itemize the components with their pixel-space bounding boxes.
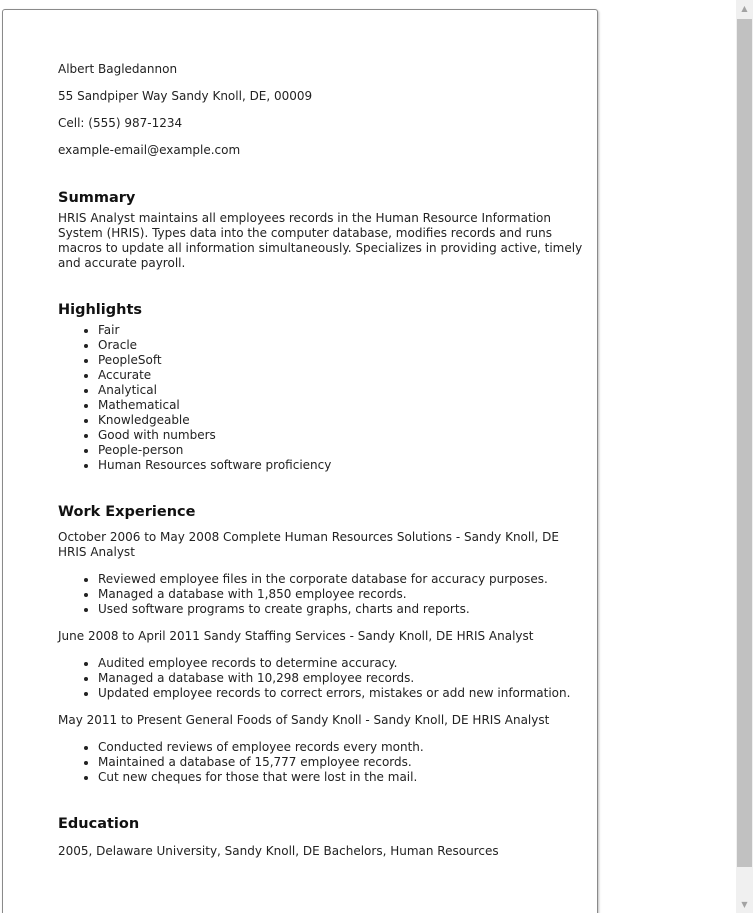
summary-section (58, 191, 588, 271)
list-item: • People-person (98, 443, 588, 458)
highlights-section (58, 303, 588, 473)
education-text: 2005, Delaware University, Sandy Knoll, DE Bachelors, Human Resources (58, 844, 499, 858)
highlights-list (58, 323, 588, 473)
education-section (58, 817, 588, 859)
work-experience-heading: Work Experience (58, 504, 196, 520)
list-item: • PeopleSoft (98, 353, 588, 368)
contact-email: example-email@example.com (58, 143, 241, 157)
education-heading: Education (58, 816, 140, 832)
list-item: • Good with numbers (98, 428, 588, 443)
list-item: • Reviewed employee files in the corporate database for accuracy purposes. (98, 572, 588, 587)
list-item: • Used software programs to create graphs, charts and reports. (98, 602, 588, 617)
scrollbar-thumb[interactable] (737, 19, 752, 867)
contact-phone: Cell: (555) 987-1234 (58, 116, 183, 130)
scroll-down-arrow-icon[interactable]: ▼ (736, 896, 753, 913)
highlights-heading: Highlights (58, 302, 143, 318)
list-item: • Fair (98, 323, 588, 338)
list-item: • Audited employee records to determine accuracy. (98, 656, 588, 671)
contact-block (58, 62, 588, 158)
list-item: • Conducted reviews of employee records every month. (98, 740, 588, 755)
vertical-scrollbar[interactable] (736, 0, 753, 913)
job-header: October 2006 to May 2008 Complete Human Resources Solutions - Sandy Knoll, DE HRIS Analyst (58, 530, 560, 559)
work-experience-section (58, 505, 588, 785)
resume-page (2, 9, 598, 913)
summary-heading: Summary (58, 190, 136, 206)
list-item: • Human Resources software proficiency (98, 458, 588, 473)
summary-text: HRIS Analyst maintains all employees records in the Human Resource Information System (HRIS). Types data into the computer database, modifies records and runs macros to update all information simultaneously. Specializes in providing active, timely and accurate payroll. (58, 211, 583, 270)
list-item: • Accurate (98, 368, 588, 383)
job-duties-list (58, 740, 588, 785)
list-item: • Maintained a database of 15,777 employee records. (98, 755, 588, 770)
job-duties-list (58, 572, 588, 617)
list-item: • Analytical (98, 383, 588, 398)
job-duties-list (58, 656, 588, 701)
list-item: • Oracle (98, 338, 588, 353)
list-item: • Mathematical (98, 398, 588, 413)
job-header: June 2008 to April 2011 Sandy Staffing Services - Sandy Knoll, DE HRIS Analyst (58, 629, 534, 643)
list-item: • Cut new cheques for those that were lost in the mail. (98, 770, 588, 785)
contact-name: Albert Bagledannon (58, 62, 178, 76)
scroll-up-arrow-icon[interactable]: ▲ (736, 0, 753, 17)
contact-address: 55 Sandpiper Way Sandy Knoll, DE, 00009 (58, 89, 313, 103)
job-header: May 2011 to Present General Foods of Sandy Knoll - Sandy Knoll, DE HRIS Analyst (58, 713, 550, 727)
list-item: • Managed a database with 10,298 employee records. (98, 671, 588, 686)
list-item: • Knowledgeable (98, 413, 588, 428)
list-item: • Updated employee records to correct errors, mistakes or add new information. (98, 686, 588, 701)
resume-content (58, 62, 588, 859)
list-item: • Managed a database with 1,850 employee records. (98, 587, 588, 602)
